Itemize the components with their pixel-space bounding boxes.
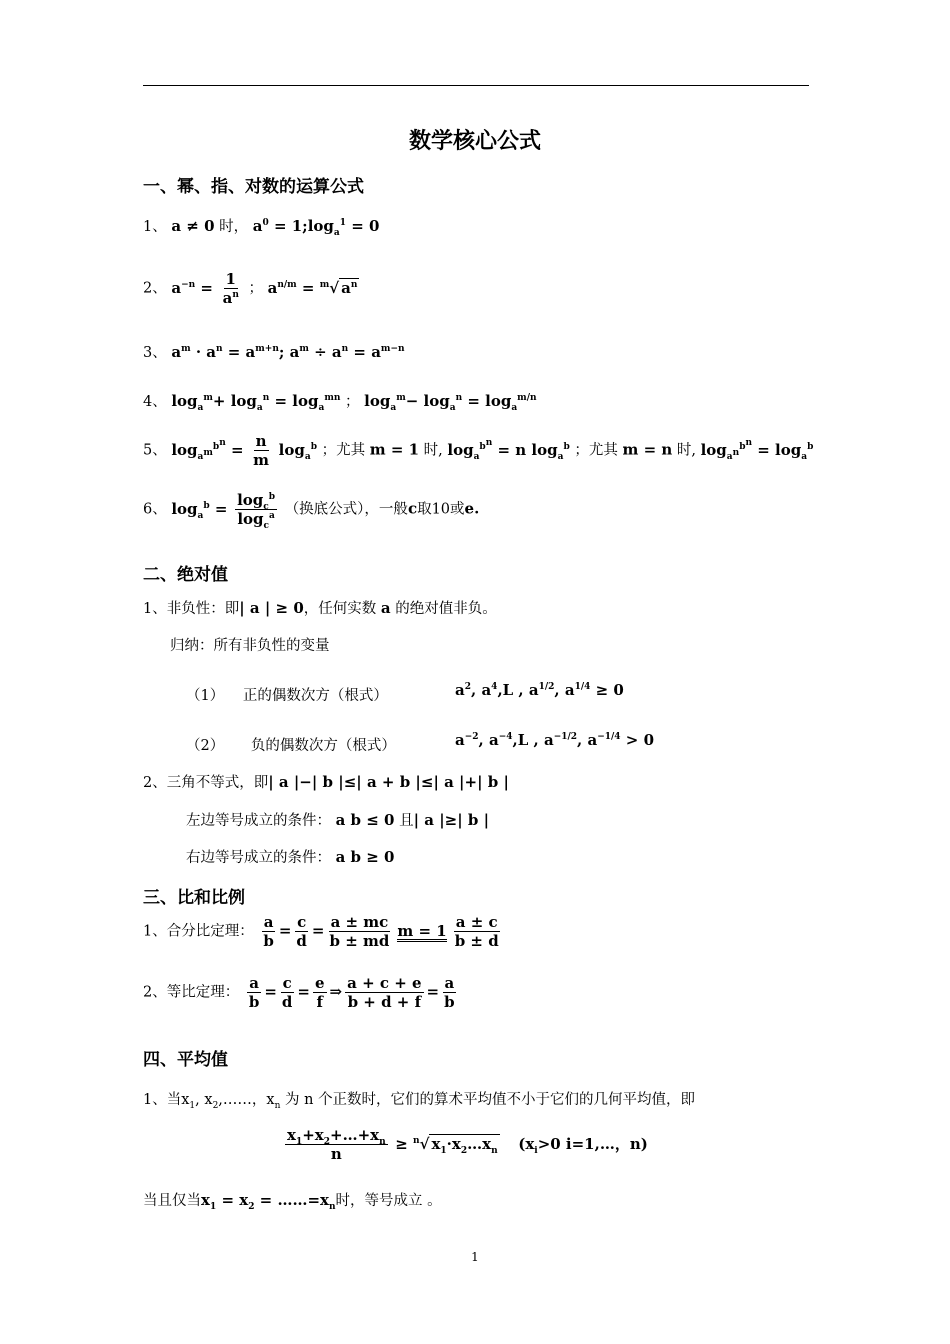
item-number: 1、 [143, 219, 167, 235]
case-1-label [186, 684, 388, 705]
formula-text: ；尤其 [574, 442, 618, 459]
formula-line-6: 6、 $\log_a^b$ = $\frac{\log_c^b}{\log_c^a}$ （换底公式），一般c取10或e. [143, 491, 480, 531]
formula-note-tail: 取10或 [417, 501, 465, 518]
text: 1、非负性：即 [143, 601, 240, 617]
abs-line-2: 2、三角不等式，即| a |−| b |≤| a + b |≤| a |+| b | [143, 773, 509, 791]
abs-line-1: 1、非负性：即| a | ≥ 0，任何实数 a 的绝对值非负。 [143, 599, 497, 617]
formula-e: e. [464, 499, 480, 518]
formula-line-4: 4、 $\log_a^m+ \log_a^n = \log_a^{mn}$ ； $\log_a^m- \log_a^n = \log_a^{m/n}$ [143, 392, 537, 413]
formula-text: 时, [423, 442, 443, 459]
item-number: 4、 [143, 394, 167, 410]
left-condition: 左边等号成立的条件： a b ≤ 0 且| a |≥| b | [186, 811, 490, 829]
formula-text: ；尤其 [321, 442, 366, 459]
average-equality: 当且仅当$x_1 = x_2$ = $\dots\dots=x_n$时，等号成立 。 [143, 1191, 442, 1212]
text: 且 [399, 813, 414, 829]
formula-line-3: 3、 $a^m \cdot a^n = a^{m+n}$; $a^m \div a^n = a^{m-n}$ [143, 343, 405, 361]
header-rule [143, 85, 809, 86]
case-text: 正的偶数次方（根式） [242, 688, 388, 704]
formula-line-5: 5、 $\log_{a^m}^{b^n}$ = $\frac{n}{m}$ $\log_a^b$ ；尤其 m = 1 时, $\log_a^{b^n} = n$ $\log_a^b$ ；尤其 m = n 时, $\log_{a^n}^{b^n} = \log_a^b$ [143, 432, 814, 469]
formula-line-2: 2、 $a^{-n}$ = $\frac{1}{a^n}$ ； $a^{n/m} = ^m√$ $a^n$ [143, 270, 358, 307]
formula-note: （换底公式），一般 [284, 501, 408, 518]
right-condition: 右边等号成立的条件： a b ≥ 0 [186, 848, 395, 866]
abs-summary: 归纳：所有非负性的变量 [170, 638, 330, 654]
text: 个正数时，它们的算术平均值不小于它们的几何平均值，即 [318, 1092, 696, 1108]
page-title: 数学核心公式 [408, 129, 541, 154]
item-number: 6、 [143, 501, 167, 518]
text: ，任何实数 [303, 601, 377, 617]
text: 时，等号成立 。 [335, 1193, 442, 1209]
formula-text: 时， [219, 219, 249, 235]
section-heading-average: 四、平均值 [143, 1050, 228, 1070]
section-heading-absolute: 二、绝对值 [143, 565, 228, 585]
condition: (x [518, 1134, 535, 1153]
case-text: 负的偶数次方（根式） [250, 738, 396, 754]
case-number: （1） [186, 688, 225, 704]
formula-line-1: 1、 a ≠ 0 时， $a^0$ = $1;\log_a^1 = 0$ [143, 217, 380, 238]
text: 2、三角不等式，即 [143, 775, 269, 791]
formula-text: 时, [676, 442, 696, 459]
item-number: 3、 [143, 345, 167, 361]
text: 当且仅当 [143, 1193, 201, 1209]
case-2-label [186, 734, 396, 755]
condition: >0 i=1,…，n) [537, 1134, 648, 1153]
text: 为 [285, 1092, 300, 1108]
text: 右边等号成立的条件： [186, 850, 331, 866]
case-1-formula: $a^2$, $a^4,L$ , $a^{1/2}$, $a^{1/4} \ge 0$ [455, 681, 624, 699]
item-number: 2、 [143, 280, 167, 297]
item-number: 5、 [143, 442, 167, 459]
text: n [304, 1092, 314, 1108]
text: 左边等号成立的条件： [186, 813, 331, 829]
case-2-formula: $a^{-2}$, $a^{-4},L$ , $a^{-1/2}$, $a^{-1/4} > 0$ [455, 731, 655, 749]
text: 1、合分比定理： [143, 923, 254, 940]
text: 的绝对值非负。 [395, 601, 497, 617]
ratio-line-2: 2、等比定理： $\frac{a}{b}$ = $\frac{c}{d}$ = $\frac{e}{f}$ ⇒ $\frac{a + c + e}{b + d + f}$ = $\frac{a}{b}$ [143, 974, 455, 1011]
case-number: （2） [186, 738, 225, 754]
page-number: 1 [471, 1250, 479, 1264]
ratio-line-1: 1、合分比定理： $\frac{a}{b}$ = $\frac{c}{d}$ = $\frac{a \pm mc}{b \pm md}$ m = 1 $\frac{a \pm c}{b \pm d}$ [143, 913, 499, 950]
section-heading-powers-logs: 一、幂、指、对数的运算公式 [143, 177, 364, 197]
text: 1、当 [143, 1092, 182, 1108]
average-line-1: 1、当$x_1$, $x_2,\dots\dots$，$x_n$ 为 n 个正数时，它们的算术平均值不小于它们的几何平均值，即 [143, 1092, 696, 1111]
text: 2、等比定理： [143, 984, 240, 1001]
am-gm-formula: $\frac{x_1+x_2+\dots+x_n}{n}$ ≥ $^n$√ $x_1\cdot x_2\dots x_n$ ($x_i>0$ i=1,…，n) [287, 1126, 648, 1163]
section-heading-ratio: 三、比和比例 [143, 888, 245, 908]
